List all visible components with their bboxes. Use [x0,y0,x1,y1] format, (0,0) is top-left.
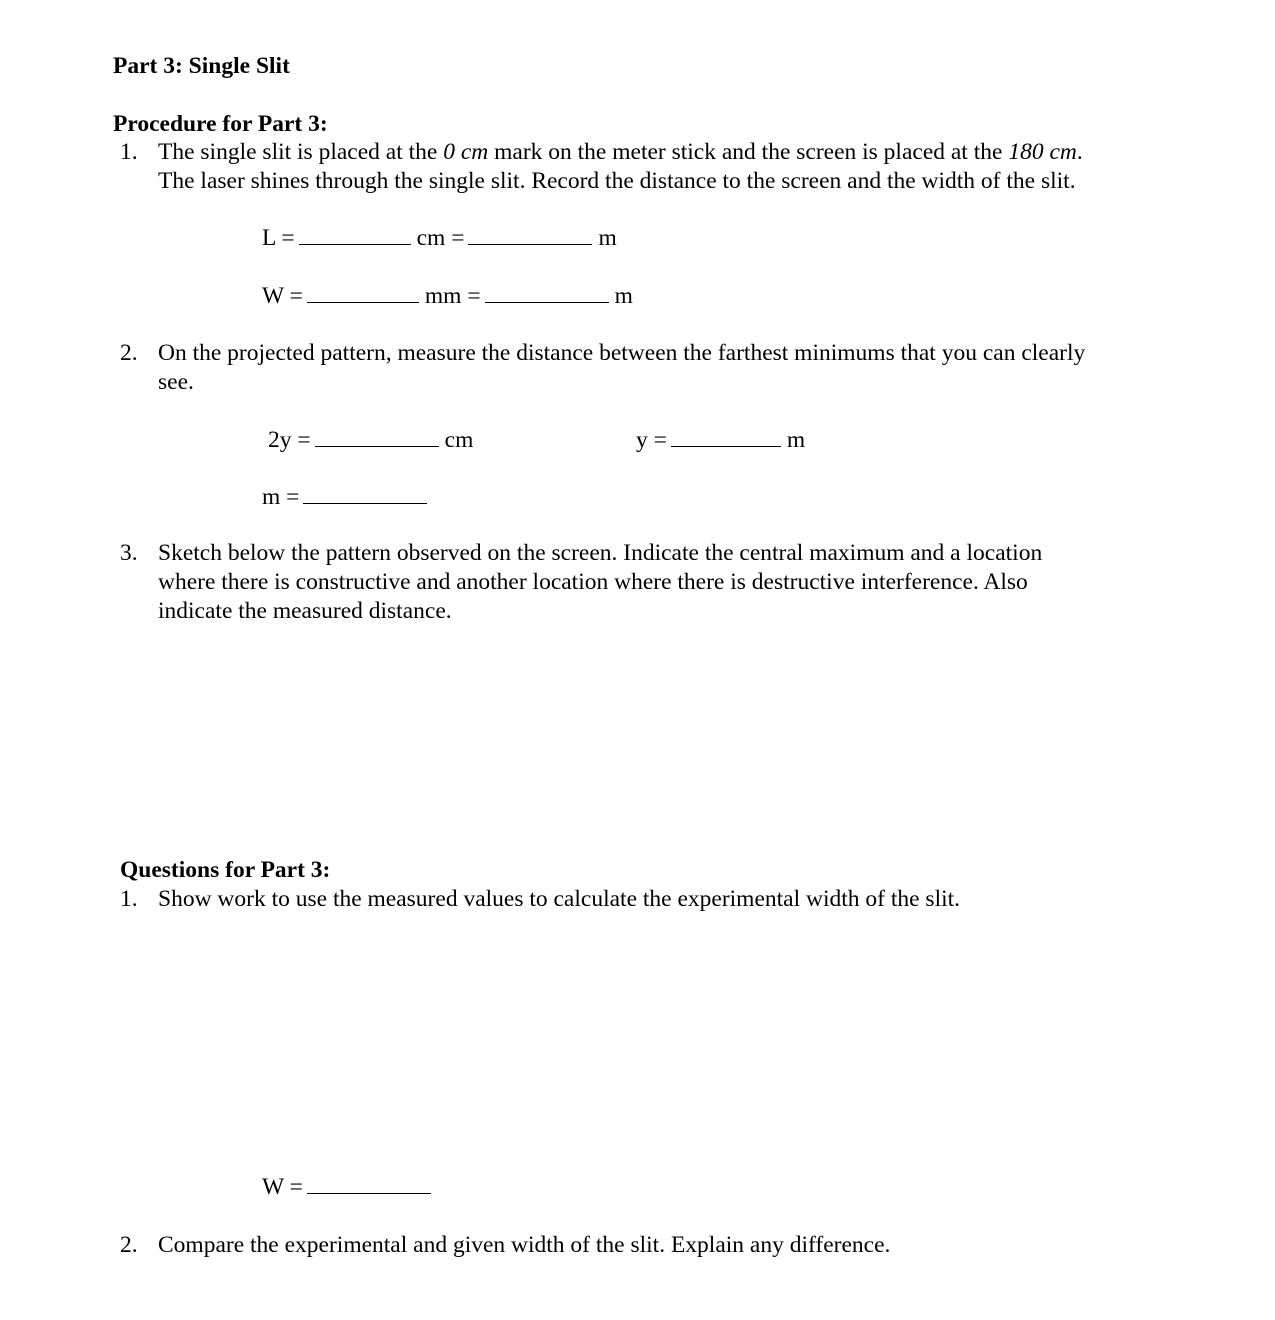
m-row [262,483,433,512]
step3-number: 3. [120,540,138,566]
y-unit: m [786,427,806,453]
W-row [262,282,633,311]
L-row [262,224,617,253]
2y-unit: cm [444,427,474,453]
m-blank[interactable] [303,483,427,504]
text: Compare the experimental and given width of the slit. Explain any difference. [158,1232,891,1258]
question2 [120,1231,891,1260]
step1-number: 1. [120,139,138,165]
text-italic: 0 cm [443,139,489,165]
step1-line1 [120,138,1083,167]
step2-line2: see. [158,369,194,395]
y-blank[interactable] [671,426,781,447]
step2-number: 2. [120,340,138,366]
y-label: y = [636,427,667,453]
text-italic: 180 cm [1008,139,1077,165]
W-unit-m: m [614,283,633,309]
text: On the projected pattern, measure the distance between the farthest minimums that you can clearly [158,340,1086,366]
W-label: W = [262,283,303,309]
W-mm-blank[interactable] [307,282,419,303]
L-unit-m: m [598,225,617,251]
step3-line2: where there is constructive and another location where there is destructive interference. Also [158,569,1028,595]
questions-heading: Questions for Part 3: [120,857,331,883]
text: Show work to use the measured values to calculate the experimental width of the slit. [158,886,961,912]
step2-line1 [120,339,1086,368]
text: . [1076,139,1083,165]
L-unit-cm: cm = [416,225,465,251]
text: Sketch below the pattern observed on the screen. Indicate the central maximum and a location [158,540,1043,566]
L-cm-blank[interactable] [299,224,411,245]
W-answer-row [262,1173,437,1202]
text: mark on the meter stick and the screen is placed at the [488,139,1009,165]
q1-number: 1. [120,886,138,912]
W-answer-label: W = [262,1174,303,1200]
L-label: L = [262,225,295,251]
question1 [120,885,961,914]
text: The single slit is placed at the [158,139,444,165]
m-label: m = [262,484,300,510]
part-title: Part 3: Single Slit [113,53,290,79]
y-row [636,426,805,455]
2y-label: 2y = [268,427,311,453]
step3-line3: indicate the measured distance. [158,598,452,624]
W-m-blank[interactable] [485,282,609,303]
2y-blank[interactable] [315,426,439,447]
step3-line1 [120,539,1043,568]
2y-row [268,426,473,455]
W-unit-mm: mm = [424,283,481,309]
W-answer-blank[interactable] [307,1173,431,1194]
procedure-heading: Procedure for Part 3: [113,111,328,137]
q2-number: 2. [120,1232,138,1258]
L-m-blank[interactable] [468,224,592,245]
step1-line2: The laser shines through the single slit. Record the distance to the screen and the width of the slit. [158,168,1076,194]
